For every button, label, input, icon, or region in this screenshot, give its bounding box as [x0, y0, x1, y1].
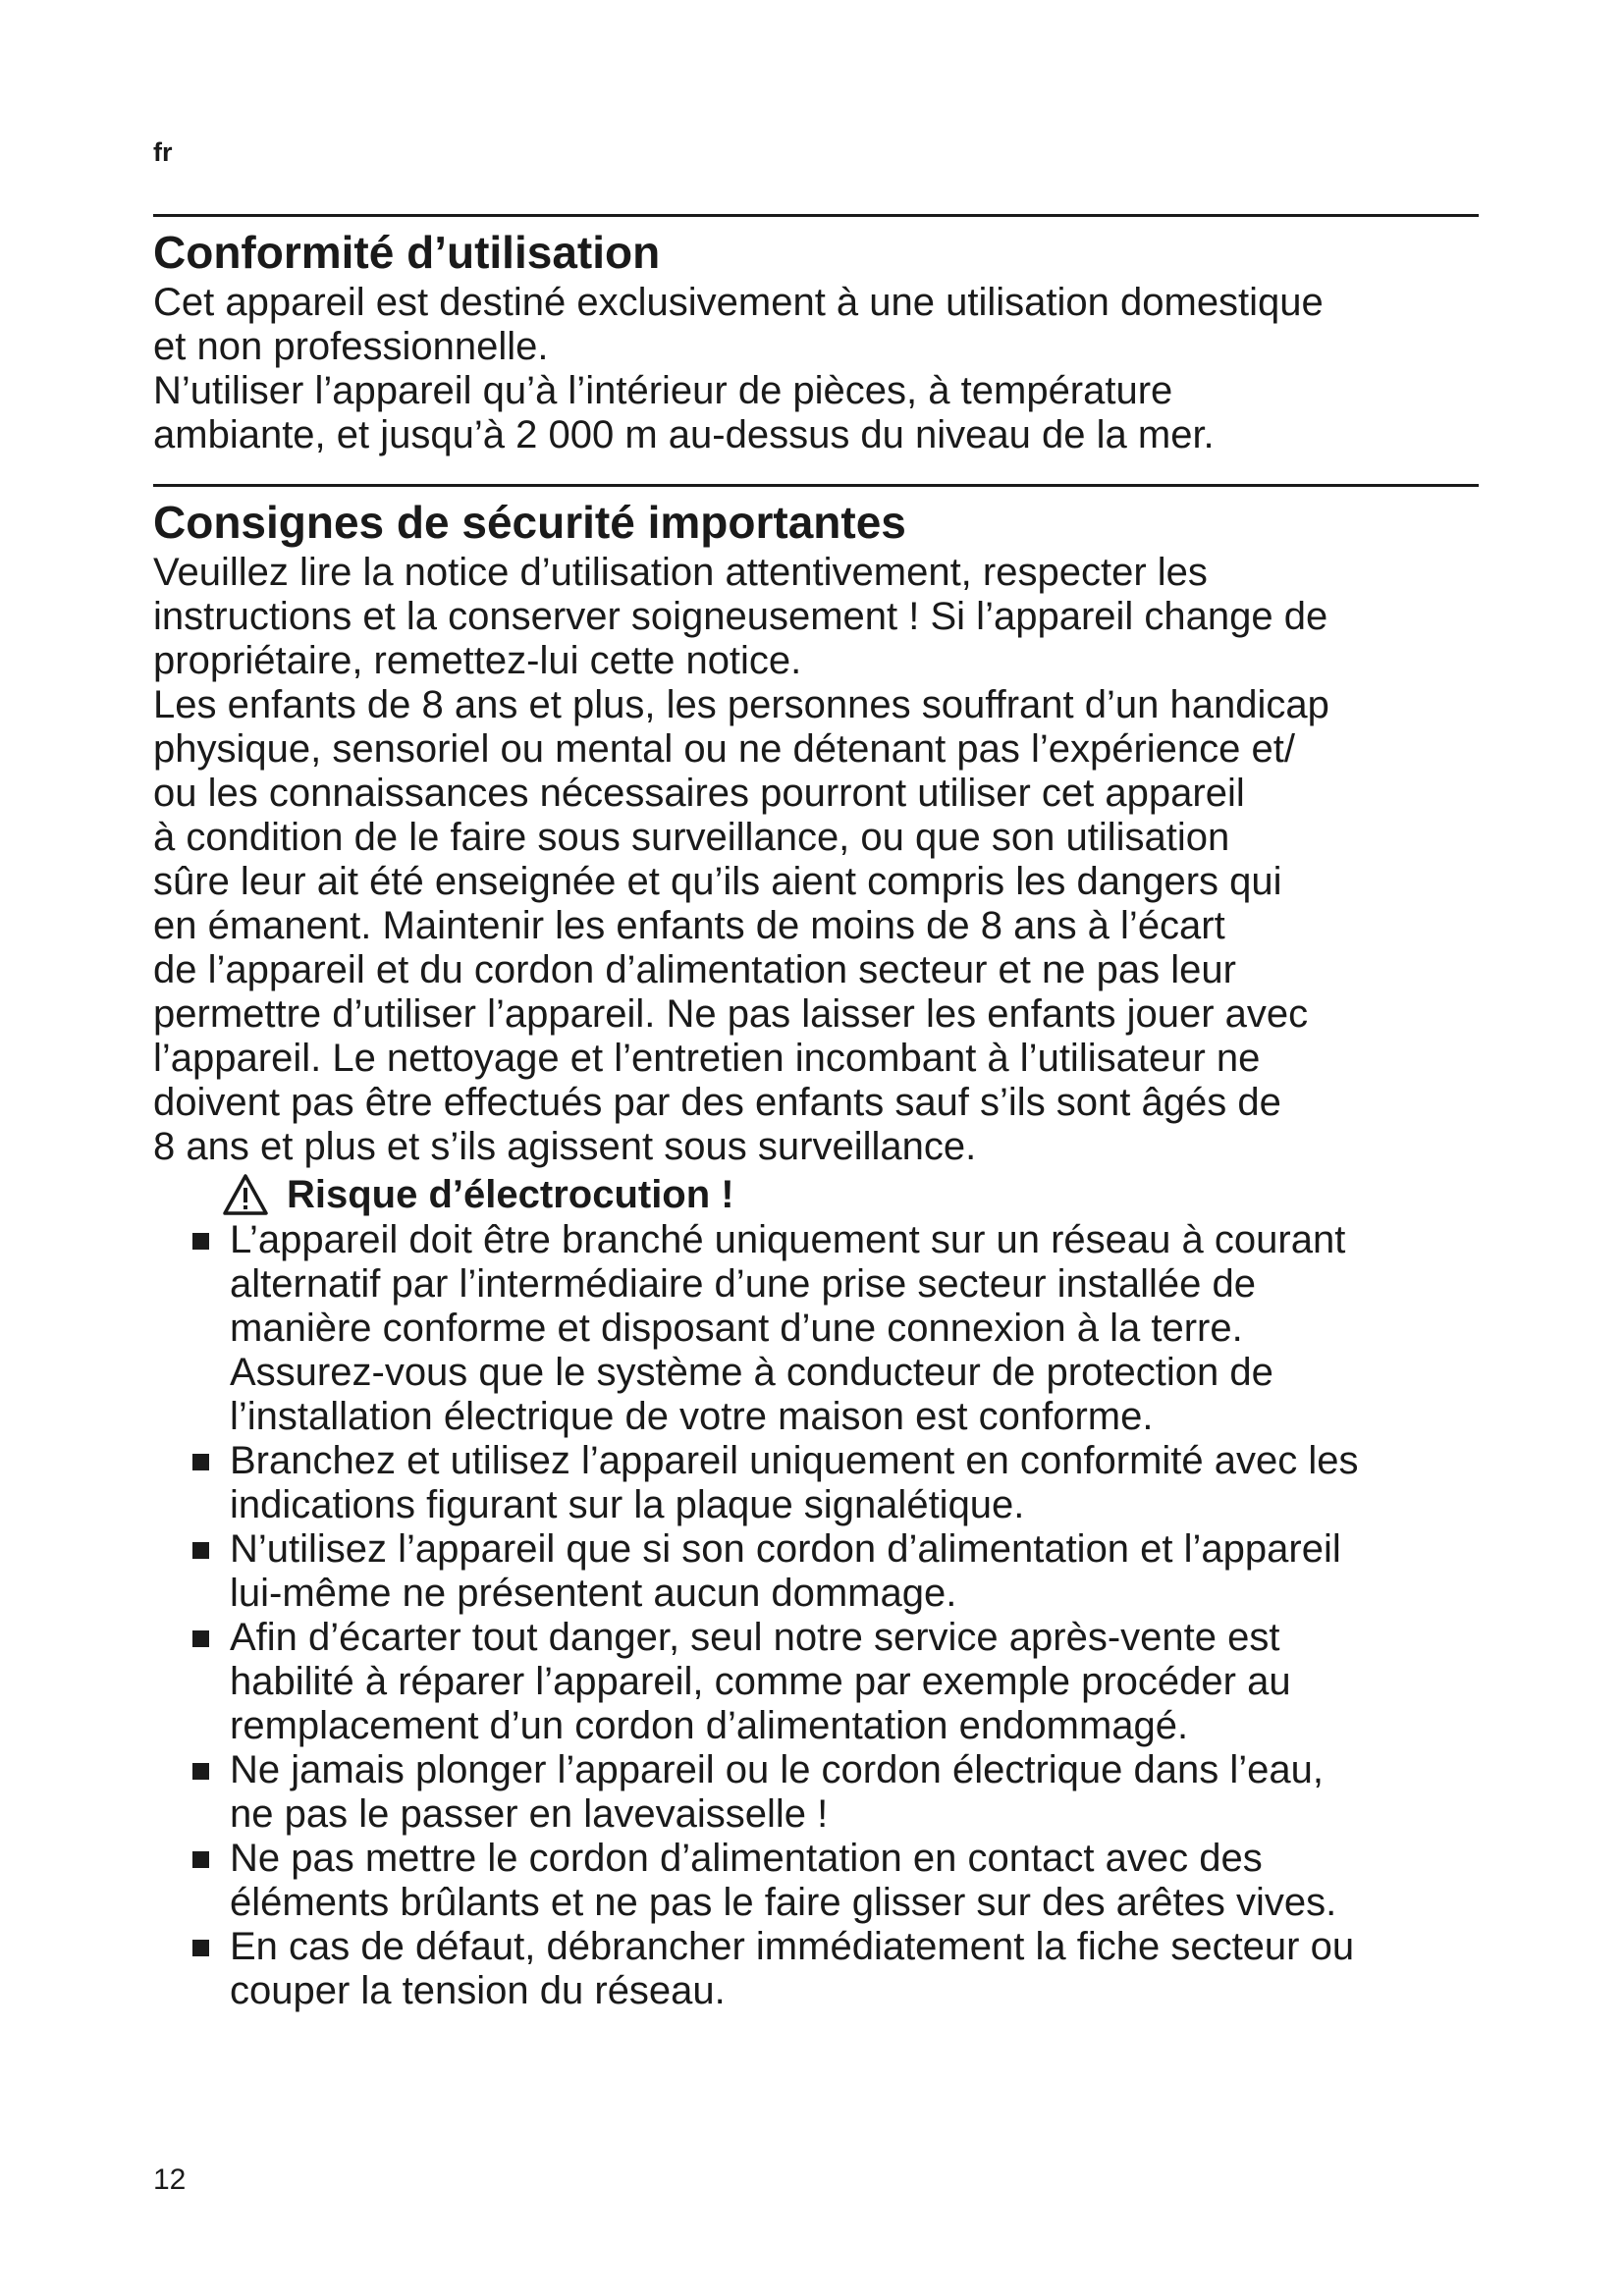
bullet-square-icon: [192, 1940, 209, 1956]
list-item: [192, 1439, 1508, 1527]
bullet-square-icon: [192, 1542, 209, 1559]
text-line: Afin d’écarter tout danger, seul notre service après-vente est: [230, 1616, 1280, 1659]
text-line: Branchez et utilisez l’appareil uniquement en conformité avec les: [230, 1439, 1359, 1482]
list-item: [192, 1527, 1508, 1616]
text-line: doivent pas être effectués par des enfants sauf s’ils sont âgés de: [153, 1081, 1281, 1124]
text-line: manière conforme et disposant d’une connexion à la terre.: [230, 1307, 1243, 1350]
text-line: Cet appareil est destiné exclusivement à une utilisation domestique: [153, 281, 1324, 324]
text-line: indications figurant sur la plaque signalétique.: [230, 1483, 1025, 1526]
text-line: à condition de le faire sous surveillance, ou que son utilisation: [153, 816, 1230, 859]
bullet-square-icon: [192, 1763, 209, 1780]
text-line: l’appareil. Le nettoyage et l’entretien incombant à l’utilisateur ne: [153, 1037, 1261, 1080]
list-item: [192, 1218, 1508, 1439]
page-number: 12: [153, 2163, 187, 2196]
text-line: de l’appareil et du cordon d’alimentation secteur et ne pas leur: [153, 948, 1236, 991]
text-line: lui-même ne présentent aucun dommage.: [230, 1572, 957, 1615]
text-line: ambiante, et jusqu’à 2 000 m au-dessus du niveau de la mer.: [153, 413, 1215, 456]
section-consignes: [153, 498, 1508, 2013]
text-line: N’utilisez l’appareil que si son cordon d’alimentation et l’appareil: [230, 1527, 1341, 1571]
text-line: instructions et la conserver soigneusement ! Si l’appareil change de: [153, 595, 1328, 638]
list-item: [192, 1748, 1508, 1837]
text-line: éléments brûlants et ne pas le faire glisser sur des arêtes vives.: [230, 1881, 1337, 1924]
text-line: en émanent. Maintenir les enfants de moins de 8 ans à l’écart: [153, 904, 1225, 947]
text-line: physique, sensoriel ou mental ou ne détenant pas l’expérience et/: [153, 727, 1295, 771]
text-line: remplacement d’un cordon d’alimentation endommagé.: [230, 1704, 1189, 1747]
bullet-square-icon: [192, 1630, 209, 1647]
text-line: ne pas le passer en lavevaisselle !: [230, 1792, 829, 1836]
text-line: En cas de défaut, débrancher immédiatement la fiche secteur ou: [230, 1925, 1355, 1968]
list-item: [192, 1616, 1508, 1748]
text-line: Les enfants de 8 ans et plus, les personnes souffrant d’un handicap: [153, 683, 1329, 726]
text-line: ou les connaissances nécessaires pourront utiliser cet appareil: [153, 772, 1245, 815]
text-line: L’appareil doit être branché uniquement sur un réseau à courant: [230, 1218, 1346, 1261]
language-code: fr: [153, 137, 173, 167]
section-divider: [153, 214, 1479, 217]
text-line: Ne jamais plonger l’appareil ou le cordon électrique dans l’eau,: [230, 1748, 1325, 1791]
section-divider: [153, 484, 1479, 487]
list-item: [192, 1925, 1508, 2013]
text-line: alternatif par l’intermédiaire d’une prise secteur installée de: [230, 1262, 1256, 1306]
section-conformite: [153, 228, 1508, 457]
text-line: habilité à réparer l’appareil, comme par exemple procéder au: [230, 1660, 1291, 1703]
text-line: 8 ans et plus et s’ils agissent sous surveillance.: [153, 1125, 977, 1168]
safety-list: [192, 1218, 1508, 2013]
bullet-square-icon: [192, 1851, 209, 1868]
text-line: Veuillez lire la notice d’utilisation attentivement, respecter les: [153, 551, 1208, 594]
list-item: [192, 1837, 1508, 1925]
text-line: l’installation électrique de votre maison est conforme.: [230, 1395, 1154, 1438]
bullet-square-icon: [192, 1233, 209, 1250]
text-line: permettre d’utiliser l’appareil. Ne pas laisser les enfants jouer avec: [153, 992, 1309, 1036]
text-line: sûre leur ait été enseignée et qu’ils aient compris les dangers qui: [153, 860, 1282, 903]
text-line: Assurez-vous que le système à conducteur de protection de: [230, 1351, 1273, 1394]
text-line: Ne pas mettre le cordon d’alimentation en contact avec des: [230, 1837, 1263, 1880]
text-line: N’utiliser l’appareil qu’à l’intérieur de pièces, à température: [153, 369, 1173, 412]
warning-triangle-icon: [222, 1173, 269, 1216]
warning-heading: [222, 1171, 1508, 1218]
text-line: propriétaire, remettez-lui cette notice.: [153, 639, 802, 682]
text-line: et non professionnelle.: [153, 325, 549, 368]
warning-title: Risque d’électrocution !: [287, 1172, 734, 1216]
section-title: Conformité d’utilisation: [153, 227, 661, 278]
text-line: couper la tension du réseau.: [230, 1969, 726, 2012]
bullet-square-icon: [192, 1454, 209, 1470]
section-title: Consignes de sécurité importantes: [153, 497, 906, 548]
